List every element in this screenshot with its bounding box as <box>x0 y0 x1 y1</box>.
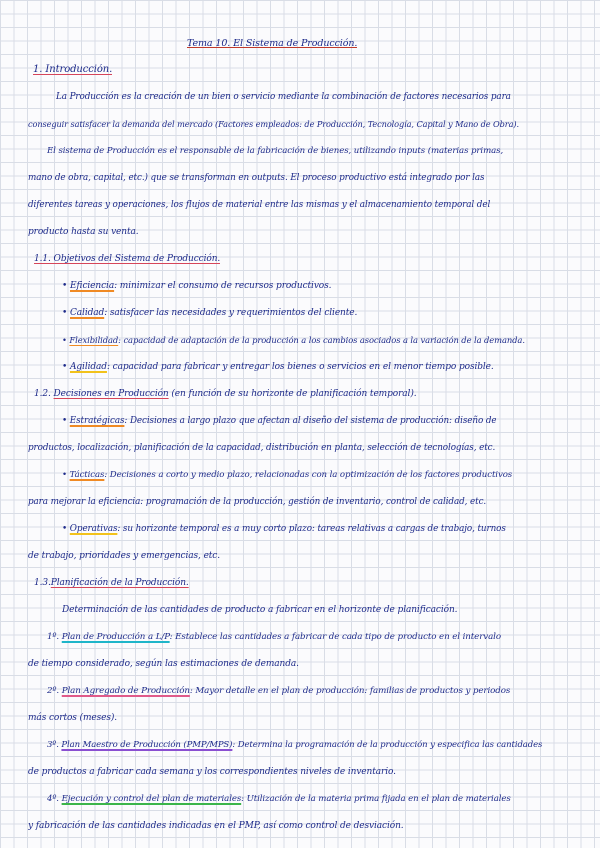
paragraph-line: La Producción es la creación de un bien o servicio mediante la combinación de factores necesarios para <box>56 92 511 102</box>
paragraph-line: producto hasta su venta. <box>28 227 139 237</box>
term-eficiencia: Eficiencia <box>69 281 115 291</box>
step-number: 1º. <box>47 632 60 642</box>
paragraph-line: conseguir satisfacer la demanda del mercado (Factores empleados: de Producción, Tecnología, Capital y Mano de Obra). <box>28 119 519 129</box>
term-plan-maestro: Plan Maestro de Producción (PMP/MPS) <box>61 740 233 750</box>
paragraph-line: de productos a fabricar cada semana y los correspondientes niveles de inventario. <box>28 767 396 777</box>
decision-tacticas: • Tácticas: Decisiones a corto y medio plazo, relacionadas con la optimización de los factores productivos <box>62 470 513 480</box>
plan-step-1 <box>47 631 501 643</box>
paragraph-line: El sistema de Producción es el responsable de la fabricación de bienes, utilizando inputs (materias primas, <box>47 146 504 156</box>
term-plan-produccion-lp: Plan de Producción a L/P <box>61 632 170 642</box>
decision-operativas: • Operativas: su horizonte temporal es a muy corto plazo: tareas relativas a cargas de trabajo, turnos <box>62 524 506 534</box>
subsection-heading-text: Decisiones en Producción <box>53 389 169 399</box>
paragraph-line: Determinación de las cantidades de producto a fabricar en el horizonte de planificación. <box>62 605 458 615</box>
subsection-heading-objetivos <box>34 253 220 265</box>
step-text: : Establece las cantidades a fabricar de cada tipo de producto en el intervalo <box>169 632 501 642</box>
section-heading-introduccion: 1. Introducción. <box>33 64 113 75</box>
paragraph-line: más cortos (meses). <box>28 713 118 723</box>
objective-item-flexibilidad: • Flexibilidad: capacidad de adaptación de la producción a los cambios asociados a la variación de la demanda. <box>62 335 525 345</box>
decision-text: : Decisiones a corto y medio plazo, relacionadas con la optimización de los factores productivos <box>104 470 513 480</box>
subsection-heading-text: 1.1. Objetivos del Sistema de Producción. <box>34 254 221 264</box>
term-flexibilidad: Flexibilidad <box>69 335 119 345</box>
step-number: 2º. <box>47 686 60 696</box>
subsection-number: 1.3. <box>34 578 51 588</box>
objective-item-agilidad: • Agilidad: capacidad para fabricar y entregar los bienes o servicios en el menor tiempo posible. <box>62 362 494 372</box>
step-number: 4º. <box>47 794 59 804</box>
subsection-heading-planificacion <box>34 577 189 589</box>
term-estrategicas: Estratégicas <box>69 416 125 426</box>
objective-text: : satisfacer las necesidades y requerimientos del cliente. <box>104 308 358 318</box>
objective-text: : capacidad de adaptación de la producción a los cambios asociados a la variación de la demanda. <box>118 335 525 345</box>
page-title: Tema 10. El Sistema de Producción. <box>187 38 358 49</box>
term-tacticas: Tácticas <box>69 470 105 480</box>
objective-text: : capacidad para fabricar y entregar los bienes o servicios en el menor tiempo posible. <box>106 362 494 372</box>
paragraph-line: productos, localización, planificación de la capacidad, distribución en planta, selección de tecnologías, etc. <box>28 443 496 453</box>
plan-step-4 <box>47 793 511 805</box>
objective-item-eficiencia: • Eficiencia: minimizar el consumo de recursos productivos. <box>62 281 332 291</box>
plan-step-2 <box>47 685 510 697</box>
term-plan-agregado: Plan Agregado de Producción <box>61 686 190 696</box>
objective-text: : minimizar el consumo de recursos productivos. <box>114 281 332 291</box>
step-text: : Mayor detalle en el plan de producción: familias de productos y periodos <box>189 686 511 696</box>
subsection-number: 1.2. <box>34 389 51 399</box>
paragraph-line: diferentes tareas y operaciones, los flujos de material entre las mismas y el almacenamiento temporal del <box>28 200 491 210</box>
term-operativas: Operativas <box>69 524 118 534</box>
term-agilidad: Agilidad <box>69 362 107 372</box>
step-text: : Utilización de la materia prima fijada en el plan de materiales <box>241 794 511 804</box>
paragraph-line: para mejorar la eficiencia: programación de la producción, gestión de inventario, control de calidad, etc. <box>28 497 487 507</box>
step-text: : Determina la programación de la producción y especifica las cantidades <box>232 740 543 750</box>
decision-estrategicas: • Estratégicas: Decisiones a largo plazo que afectan al diseño del sistema de producción: diseño de <box>62 416 497 426</box>
subsection-heading-decisiones <box>34 388 417 400</box>
term-ejecucion-control: Ejecución y control del plan de materiales <box>61 794 242 804</box>
step-number: 3º. <box>47 740 59 750</box>
subsection-heading-text: Planificación de la Producción. <box>50 578 189 588</box>
paragraph-line: de tiempo considerado, según las estimaciones de demanda. <box>28 659 299 669</box>
objective-item-calidad: • Calidad: satisfacer las necesidades y requerimientos del cliente. <box>62 308 358 318</box>
plan-step-3 <box>47 739 542 751</box>
paragraph-line: mano de obra, capital, etc.) que se transforman en outputs. El proceso productivo está integrado por las <box>28 173 485 183</box>
subsection-heading-note: (en función de su horizonte de planificación temporal). <box>171 389 417 399</box>
term-calidad: Calidad <box>69 308 105 318</box>
decision-text: : su horizonte temporal es a muy corto plazo: tareas relativas a cargas de trabajo, turnos <box>117 524 506 534</box>
paragraph-line: y fabricación de las cantidades indicadas en el PMP, así como control de desviación. <box>28 821 404 831</box>
decision-text: : Decisiones a largo plazo que afectan al diseño del sistema de producción: diseño de <box>124 416 497 426</box>
paragraph-line: de trabajo, prioridades y emergencias, etc. <box>28 551 221 561</box>
